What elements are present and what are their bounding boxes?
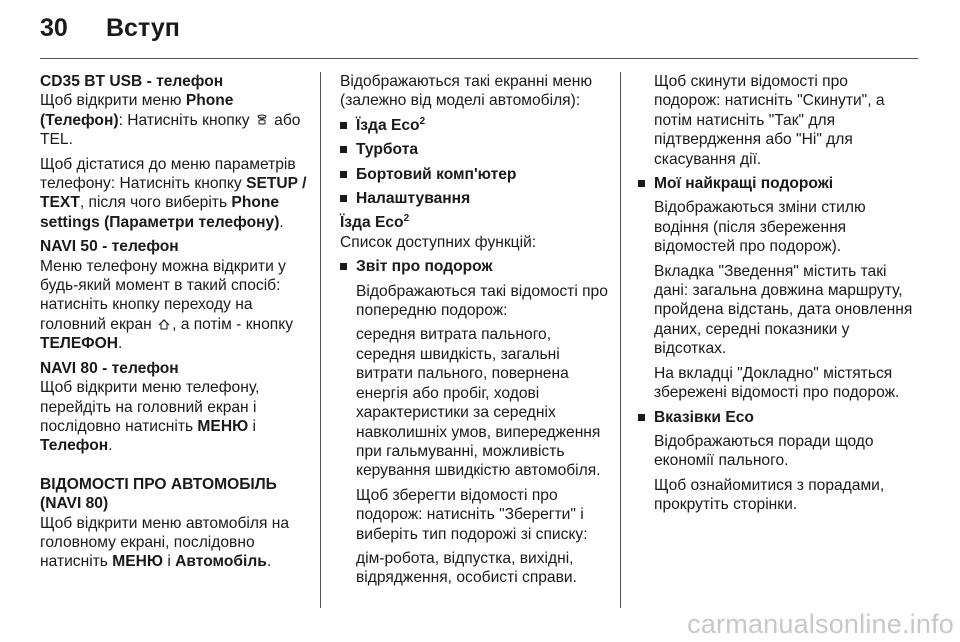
column-1 <box>40 72 310 577</box>
section-title-navi50: NAVI 50 - телефон <box>40 238 179 256</box>
column-3 <box>638 72 918 520</box>
text: : Натисніть кнопку <box>118 111 254 129</box>
text: і <box>248 417 256 435</box>
paragraph: Щоб зберегти відомості про подорож: натисніть "Зберегти" і виберіть тип подорожі зі списку: <box>356 486 588 543</box>
paragraph <box>40 378 310 456</box>
paragraph <box>40 257 310 354</box>
paragraph: Щоб ознайомитися з порадами, прокрутіть сторінки. <box>654 476 885 514</box>
text: . <box>266 553 272 571</box>
section-title-cd35: CD35 BT USB - телефон <box>40 73 224 90</box>
home-icon <box>158 318 170 330</box>
spacer <box>40 461 310 475</box>
text-bold: Phone settings (Параметри телефону) <box>40 194 280 231</box>
page-number: 30 <box>40 14 68 42</box>
list-item-best-trips: Мої найкращі подорожі <box>638 174 918 193</box>
footnote-ref: 2 <box>403 213 410 225</box>
text: . <box>117 335 123 353</box>
column-divider-1 <box>320 72 321 608</box>
page-header <box>40 14 180 43</box>
paragraph: Відображаються поради щодо економії пального. <box>654 432 874 470</box>
text-bold: Їзда Eco <box>340 214 404 232</box>
text: або TEL. <box>40 111 301 149</box>
phone-icon <box>256 114 268 126</box>
text: Меню телефону можна відкрити у будь-який момент в такий спосіб: натисніть кнопку переходу на головний екран <box>40 257 286 333</box>
section-title-vehicle-info: ВІДОМОСТІ ПРО АВТОМОБІЛЬ (NAVI 80) <box>40 475 277 513</box>
text: , після чого виберіть <box>79 194 232 212</box>
list-item-eco-tips: Вказівки Eco <box>638 408 918 427</box>
list-item: Бортовий комп'ютер <box>340 165 610 184</box>
column-divider-2 <box>620 72 621 608</box>
text-bold: МЕНЮ <box>112 553 163 571</box>
page-title: Вступ <box>106 14 180 42</box>
paragraph <box>40 514 310 572</box>
text: Щоб відкрити меню <box>40 92 186 110</box>
list-item: Турбота <box>340 140 610 159</box>
text-bold: Їзда Eco <box>356 116 420 134</box>
paragraph: Щоб скинути відомості про подорож: натисніть "Скинути", а потім натисніть "Так" для підтвердження або "Ні" для скасування дії. <box>654 73 885 168</box>
list-item: Налаштування <box>340 189 610 208</box>
paragraph: Список доступних функцій: <box>340 233 537 251</box>
header-rule <box>40 58 918 59</box>
text-bold: ТЕЛЕФОН <box>40 335 118 353</box>
text-bold: SETUP / TEXT <box>40 175 307 212</box>
text: Щоб дістатися до меню параметрів телефону: Натисніть кнопку <box>40 155 296 193</box>
text: і <box>163 553 176 571</box>
paragraph: На вкладці "Докладно" містяться збережені відомості про подорож. <box>654 364 900 402</box>
section-title-navi80: NAVI 80 - телефон <box>40 359 179 377</box>
text-bold: МЕНЮ <box>197 417 249 435</box>
list-item <box>340 116 610 135</box>
section-title-eco <box>340 213 610 232</box>
text: Щоб відкрити меню телефону, перейдіть на головний екран і послідовно натисніть <box>40 379 260 435</box>
paragraph: дім-робота, відпустка, вихідні, відрядження, особисті справи. <box>356 549 577 587</box>
paragraph: Вкладка "Зведення" містить такі дані: загальна довжина маршруту, пройдена відстань, дата оновлення даних, середні показники у відсотках. <box>654 262 913 358</box>
paragraph <box>40 155 310 233</box>
text: Щоб відкрити меню автомобіля на головному екрані, послідовно натисніть <box>40 514 290 571</box>
text-bold: Телефон <box>40 437 109 455</box>
paragraph: середня витрата пального, середня швидкість, загальні витрати пального, повернена енергія або пробіг, ходові характеристики за середніх навколишніх умов, випередження при гальмуванні, можливість керування швидкістю автомобіля. <box>356 326 601 480</box>
paragraph: Відображаються зміни стилю водіння (після збереження відомостей про подорож). <box>654 199 866 256</box>
text-bold: Phone (Телефон) <box>40 92 234 129</box>
paragraph: Відображаються такі відомості про попередню подорож: <box>356 282 608 320</box>
text: . <box>108 437 113 455</box>
list-item-report: Звіт про подорож <box>340 257 610 276</box>
watermark: carmanualsonline.info <box>687 609 954 639</box>
paragraph <box>40 91 310 149</box>
text: . <box>279 213 284 231</box>
text-bold: Автомобіль <box>175 553 267 571</box>
column-2 <box>340 72 610 593</box>
text: , а потім - кнопку <box>172 315 294 333</box>
paragraph: Відображаються такі екранні меню (залежно від моделі автомобіля): <box>340 73 593 110</box>
footnote-ref: 2 <box>419 115 426 127</box>
